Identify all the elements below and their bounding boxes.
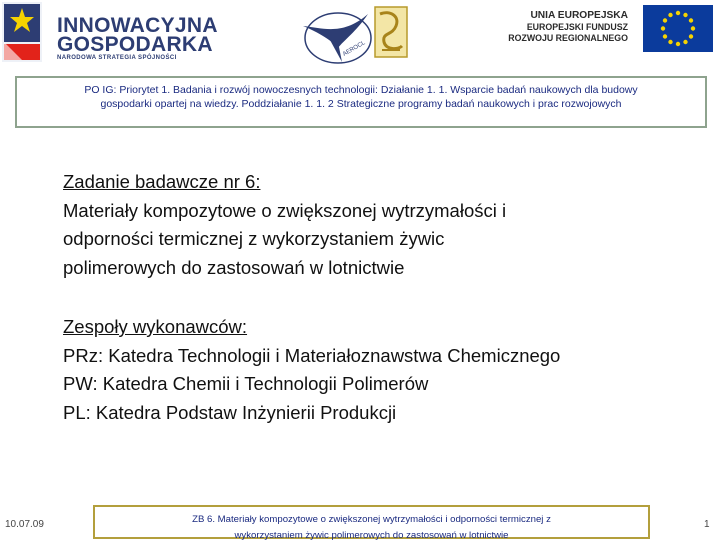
crest-logo-icon bbox=[374, 6, 408, 58]
aero-logo-text: AEROCL bbox=[342, 40, 367, 58]
programme-info-line1: PO IG: Priorytet 1. Badania i rozwój nowoczesnych technologii: Działanie 1. 1. Wsparcie badań naukowych dla budowy bbox=[84, 84, 638, 96]
programme-info-box bbox=[15, 76, 707, 128]
ig-logo-line1: INNOWACYJNA bbox=[57, 14, 218, 37]
footer-title-line2: wykorzystaniem żywic polimerowych do zastosowań w lotnictwie bbox=[234, 530, 509, 541]
eu-flag-icon bbox=[643, 5, 713, 52]
teams-heading: Zespoły wykonawców: bbox=[63, 316, 248, 337]
programme-info-text bbox=[27, 83, 695, 111]
footer-title-box bbox=[93, 505, 650, 539]
team-line: PRz: Katedra Technologii i Materiałoznawstwa Chemicznego bbox=[63, 344, 561, 366]
research-task-line: polimerowych do zastosowań w lotnictwie bbox=[63, 256, 405, 278]
research-task-section bbox=[63, 168, 683, 282]
page-number: 1 bbox=[704, 519, 710, 530]
eu-text-line1: UNIA EUROPEJSKA bbox=[530, 10, 628, 21]
research-task-line: Materiały kompozytowe o zwiększonej wytrzymałości i bbox=[63, 199, 507, 221]
ig-logo-line2: GOSPODARKA bbox=[57, 33, 213, 56]
research-task-line: odporności termicznej z wykorzystaniem żywic bbox=[63, 228, 445, 249]
aero-bird-logo-icon bbox=[298, 6, 373, 66]
innowacyjna-gospodarka-logo-icon bbox=[2, 2, 42, 62]
research-task-heading: Zadanie badawcze nr 6: bbox=[63, 171, 261, 192]
footer-date: 10.07.09 bbox=[5, 519, 44, 530]
footer-title-line1: ZB 6. Materiały kompozytowe o zwiększonej wytrzymałości i odporności termicznej z bbox=[192, 514, 551, 525]
programme-info-line2: gospodarki opartej na wiedzy. Poddziałanie 1. 1. 2 Strategiczne programy badań naukowych i prac rozwojowych bbox=[100, 98, 622, 110]
team-line: PW: Katedra Chemii i Technologii Polimerów bbox=[63, 373, 429, 394]
header bbox=[0, 0, 720, 64]
eu-fund-text bbox=[493, 10, 628, 45]
ig-logo-text bbox=[57, 16, 218, 54]
eu-text-line3: ROZWOJU REGIONALNEGO bbox=[508, 33, 628, 43]
team-line: PL: Katedra Podstaw Inżynierii Produkcji bbox=[63, 401, 397, 423]
teams-section bbox=[63, 313, 703, 427]
footer-title-text bbox=[95, 507, 648, 542]
eu-text-line2: EUROPEJSKI FUNDUSZ bbox=[526, 21, 628, 32]
ig-logo-tagline: NARODOWA STRATEGIA SPÓJNOŚCI bbox=[57, 55, 177, 61]
